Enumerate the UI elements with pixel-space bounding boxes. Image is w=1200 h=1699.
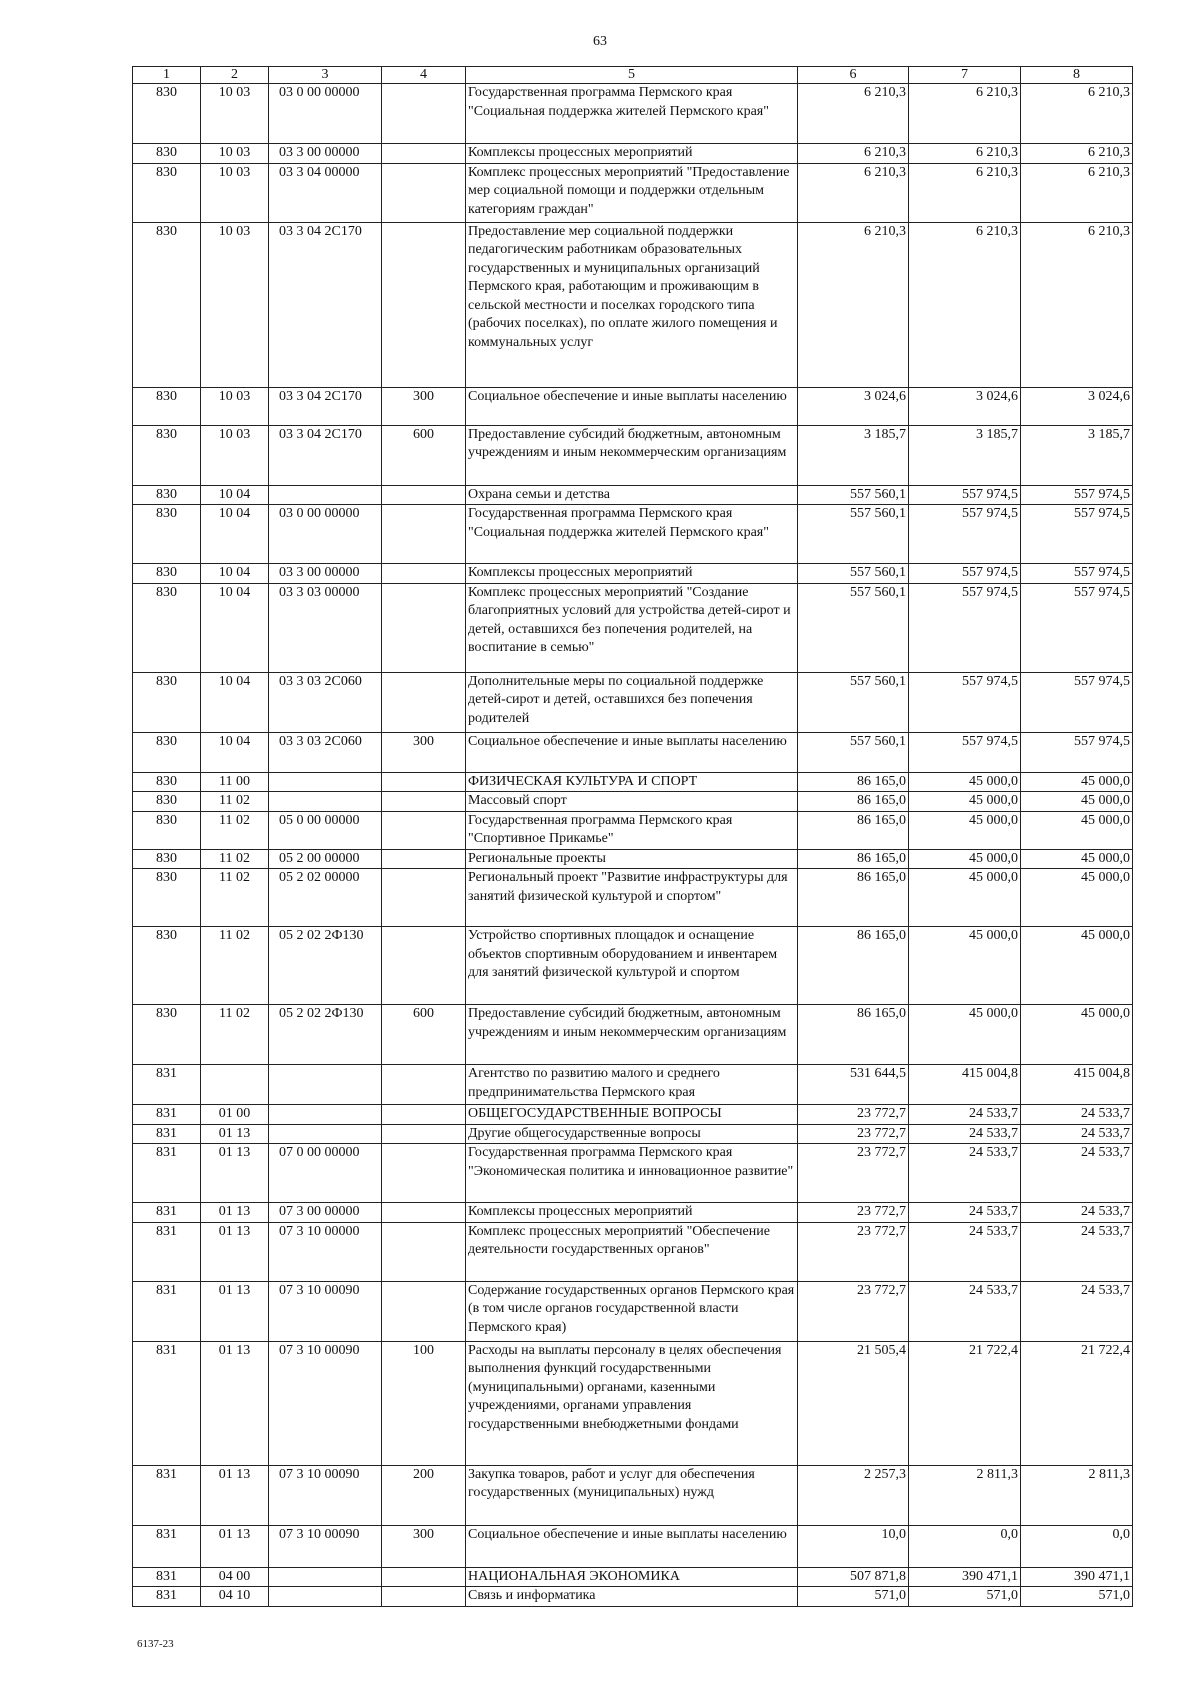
cell-expense-type: [382, 485, 466, 505]
cell-description: Социальное обеспечение и иные выплаты населению: [466, 732, 798, 772]
cell-description: Охрана семьи и детства: [466, 485, 798, 505]
cell-amount-col6: 571,0: [798, 1587, 909, 1607]
table-row: [133, 869, 1133, 927]
cell-amount-col6: 23 772,7: [798, 1105, 909, 1125]
cell-section: 01 13: [201, 1222, 269, 1281]
cell-amount-col6: 3 185,7: [798, 425, 909, 485]
budget-table: [132, 66, 1133, 1607]
cell-code: 831: [133, 1222, 201, 1281]
cell-code: 831: [133, 1567, 201, 1587]
cell-expense-type: [382, 144, 466, 164]
cell-expense-type: [382, 84, 466, 144]
cell-target-article: 07 0 00 00000: [269, 1144, 382, 1203]
column-header-6: 6: [798, 67, 909, 84]
cell-amount-col8: 6 210,3: [1021, 144, 1133, 164]
cell-amount-col7: 3 024,6: [909, 387, 1021, 425]
table-row: [133, 732, 1133, 772]
cell-amount-col7: 390 471,1: [909, 1567, 1021, 1587]
cell-code: 830: [133, 811, 201, 849]
cell-description: Дополнительные меры по социальной поддержке детей-сирот и детей, оставшихся без попечения родителей: [466, 672, 798, 732]
cell-target-article: 03 3 04 2С170: [269, 425, 382, 485]
cell-amount-col8: 557 974,5: [1021, 505, 1133, 564]
cell-amount-col6: 23 772,7: [798, 1203, 909, 1223]
cell-section: 10 04: [201, 732, 269, 772]
cell-code: 830: [133, 772, 201, 792]
cell-amount-col7: 557 974,5: [909, 564, 1021, 584]
cell-expense-type: 300: [382, 387, 466, 425]
cell-amount-col7: 557 974,5: [909, 732, 1021, 772]
cell-amount-col7: 45 000,0: [909, 927, 1021, 1005]
cell-amount-col6: 10,0: [798, 1525, 909, 1567]
cell-description: Комплекс процессных мероприятий "Создание благоприятных условий для устройства детей-сирот и детей, оставшихся без попечения родителей, на воспитание в семью": [466, 583, 798, 672]
cell-description: ФИЗИЧЕСКАЯ КУЛЬТУРА И СПОРТ: [466, 772, 798, 792]
cell-code: 831: [133, 1144, 201, 1203]
cell-expense-type: [382, 849, 466, 869]
cell-section: 10 04: [201, 583, 269, 672]
cell-expense-type: [382, 1065, 466, 1105]
column-header-8: 8: [1021, 67, 1133, 84]
cell-amount-col7: 6 210,3: [909, 222, 1021, 387]
cell-target-article: 05 2 02 2Ф130: [269, 927, 382, 1005]
table-row: [133, 1341, 1133, 1465]
cell-amount-col7: 45 000,0: [909, 849, 1021, 869]
cell-code: 830: [133, 84, 201, 144]
cell-amount-col8: 24 533,7: [1021, 1105, 1133, 1125]
cell-target-article: [269, 1065, 382, 1105]
cell-amount-col6: 23 772,7: [798, 1281, 909, 1341]
cell-description: Комплексы процессных мероприятий: [466, 144, 798, 164]
cell-code: 830: [133, 144, 201, 164]
cell-amount-col8: 557 974,5: [1021, 672, 1133, 732]
cell-section: 10 03: [201, 163, 269, 222]
cell-amount-col8: 24 533,7: [1021, 1144, 1133, 1203]
table-row: [133, 505, 1133, 564]
table-row: [133, 1105, 1133, 1125]
cell-amount-col8: 3 024,6: [1021, 387, 1133, 425]
cell-section: 10 03: [201, 144, 269, 164]
cell-expense-type: [382, 927, 466, 1005]
cell-code: 831: [133, 1105, 201, 1125]
cell-target-article: 03 3 03 2С060: [269, 672, 382, 732]
cell-target-article: [269, 1124, 382, 1144]
cell-code: 830: [133, 849, 201, 869]
table-row: [133, 1281, 1133, 1341]
cell-code: 831: [133, 1341, 201, 1465]
cell-section: 10 04: [201, 485, 269, 505]
cell-section: 10 04: [201, 505, 269, 564]
table-row: [133, 387, 1133, 425]
cell-amount-col7: 571,0: [909, 1587, 1021, 1607]
cell-target-article: 07 3 00 00000: [269, 1203, 382, 1223]
table-row: [133, 1587, 1133, 1607]
cell-amount-col7: 45 000,0: [909, 811, 1021, 849]
cell-description: Связь и информатика: [466, 1587, 798, 1607]
cell-section: 01 13: [201, 1203, 269, 1223]
cell-expense-type: [382, 163, 466, 222]
table-row: [133, 1124, 1133, 1144]
cell-description: Закупка товаров, работ и услуг для обеспечения государственных (муниципальных) нужд: [466, 1465, 798, 1525]
cell-amount-col8: 45 000,0: [1021, 849, 1133, 869]
cell-amount-col8: 45 000,0: [1021, 772, 1133, 792]
cell-code: 830: [133, 163, 201, 222]
cell-target-article: [269, 792, 382, 812]
cell-section: 01 00: [201, 1105, 269, 1125]
cell-amount-col7: 24 533,7: [909, 1124, 1021, 1144]
table-row: [133, 144, 1133, 164]
cell-amount-col6: 6 210,3: [798, 163, 909, 222]
cell-description: Предоставление мер социальной поддержки педагогическим работникам образовательных государственных и муниципальных организаций Пермского края, работающим и проживающим в сельской местности и поселках городского типа (рабочих поселках), по оплате жилого помещения и коммунальных услуг: [466, 222, 798, 387]
cell-target-article: 03 0 00 00000: [269, 505, 382, 564]
table-row: [133, 1567, 1133, 1587]
table-row: [133, 564, 1133, 584]
cell-section: 01 13: [201, 1341, 269, 1465]
cell-code: 830: [133, 505, 201, 564]
cell-amount-col8: 6 210,3: [1021, 84, 1133, 144]
cell-section: 10 03: [201, 425, 269, 485]
cell-section: 01 13: [201, 1281, 269, 1341]
cell-description: Комплекс процессных мероприятий "Предоставление мер социальной помощи и поддержки отдельным категориям граждан": [466, 163, 798, 222]
cell-description: Другие общегосударственные вопросы: [466, 1124, 798, 1144]
cell-section: 01 13: [201, 1144, 269, 1203]
cell-amount-col6: 557 560,1: [798, 505, 909, 564]
cell-amount-col6: 86 165,0: [798, 927, 909, 1005]
cell-target-article: 03 3 00 00000: [269, 564, 382, 584]
table-row: [133, 1005, 1133, 1065]
footer-code: 6137-23: [137, 1638, 174, 1650]
cell-amount-col8: 0,0: [1021, 1525, 1133, 1567]
cell-description: Комплексы процессных мероприятий: [466, 1203, 798, 1223]
cell-amount-col8: 45 000,0: [1021, 927, 1133, 1005]
cell-description: НАЦИОНАЛЬНАЯ ЭКОНОМИКА: [466, 1567, 798, 1587]
cell-code: 830: [133, 927, 201, 1005]
cell-description: Агентство по развитию малого и среднего предпринимательства Пермского края: [466, 1065, 798, 1105]
cell-section: 11 02: [201, 792, 269, 812]
cell-section: 11 02: [201, 1005, 269, 1065]
cell-code: 830: [133, 732, 201, 772]
cell-amount-col6: 23 772,7: [798, 1144, 909, 1203]
cell-expense-type: [382, 222, 466, 387]
cell-amount-col8: 2 811,3: [1021, 1465, 1133, 1525]
cell-description: Региональные проекты: [466, 849, 798, 869]
cell-expense-type: [382, 772, 466, 792]
cell-amount-col7: 557 974,5: [909, 672, 1021, 732]
cell-amount-col6: 557 560,1: [798, 583, 909, 672]
cell-description: Региональный проект "Развитие инфраструктуры для занятий физической культурой и спортом": [466, 869, 798, 927]
cell-amount-col6: 2 257,3: [798, 1465, 909, 1525]
cell-amount-col7: 24 533,7: [909, 1144, 1021, 1203]
cell-code: 831: [133, 1525, 201, 1567]
cell-section: 04 10: [201, 1587, 269, 1607]
cell-section: [201, 1065, 269, 1105]
cell-description: Расходы на выплаты персоналу в целях обеспечения выполнения функций государственными (муниципальными) органами, казенными учреждениями, органами управления государственными внебюджетными фондами: [466, 1341, 798, 1465]
cell-target-article: 07 3 10 00000: [269, 1222, 382, 1281]
cell-section: 10 04: [201, 564, 269, 584]
cell-description: Социальное обеспечение и иные выплаты населению: [466, 387, 798, 425]
table-row: [133, 772, 1133, 792]
cell-code: 831: [133, 1281, 201, 1341]
cell-expense-type: [382, 505, 466, 564]
cell-expense-type: 600: [382, 425, 466, 485]
table-row: [133, 849, 1133, 869]
cell-target-article: [269, 1105, 382, 1125]
cell-amount-col8: 24 533,7: [1021, 1281, 1133, 1341]
cell-amount-col7: 24 533,7: [909, 1105, 1021, 1125]
cell-description: Государственная программа Пермского края "Социальная поддержка жителей Пермского края": [466, 505, 798, 564]
cell-amount-col7: 24 533,7: [909, 1222, 1021, 1281]
cell-expense-type: [382, 1203, 466, 1223]
cell-amount-col7: 3 185,7: [909, 425, 1021, 485]
cell-amount-col6: 6 210,3: [798, 222, 909, 387]
cell-description: Государственная программа Пермского края "Экономическая политика и инновационное развитие": [466, 1144, 798, 1203]
cell-expense-type: [382, 583, 466, 672]
cell-amount-col8: 415 004,8: [1021, 1065, 1133, 1105]
cell-target-article: 03 0 00 00000: [269, 84, 382, 144]
cell-amount-col8: 45 000,0: [1021, 811, 1133, 849]
cell-amount-col6: 557 560,1: [798, 564, 909, 584]
cell-expense-type: 300: [382, 732, 466, 772]
cell-target-article: 03 3 03 00000: [269, 583, 382, 672]
table-row: [133, 811, 1133, 849]
table-row: [133, 84, 1133, 144]
cell-target-article: 03 3 03 2С060: [269, 732, 382, 772]
cell-amount-col6: 557 560,1: [798, 485, 909, 505]
cell-amount-col6: 86 165,0: [798, 849, 909, 869]
cell-code: 830: [133, 485, 201, 505]
cell-amount-col8: 557 974,5: [1021, 485, 1133, 505]
cell-target-article: [269, 485, 382, 505]
cell-target-article: 03 3 04 2С170: [269, 222, 382, 387]
page-number: 63: [593, 34, 607, 49]
cell-section: 11 02: [201, 849, 269, 869]
cell-section: 01 13: [201, 1124, 269, 1144]
table-row: [133, 222, 1133, 387]
cell-target-article: 07 3 10 00090: [269, 1525, 382, 1567]
cell-amount-col8: 557 974,5: [1021, 583, 1133, 672]
cell-target-article: [269, 1567, 382, 1587]
table-row: [133, 1465, 1133, 1525]
cell-amount-col7: 557 974,5: [909, 505, 1021, 564]
cell-section: 10 04: [201, 672, 269, 732]
header-row: [133, 67, 1133, 84]
cell-amount-col6: 3 024,6: [798, 387, 909, 425]
cell-description: Государственная программа Пермского края "Социальная поддержка жителей Пермского края": [466, 84, 798, 144]
cell-expense-type: [382, 1105, 466, 1125]
table-row: [133, 583, 1133, 672]
cell-expense-type: 600: [382, 1005, 466, 1065]
cell-code: 830: [133, 425, 201, 485]
cell-amount-col8: 571,0: [1021, 1587, 1133, 1607]
cell-target-article: 05 2 02 2Ф130: [269, 1005, 382, 1065]
cell-amount-col6: 21 505,4: [798, 1341, 909, 1465]
cell-target-article: 05 0 00 00000: [269, 811, 382, 849]
cell-amount-col8: 24 533,7: [1021, 1203, 1133, 1223]
cell-amount-col6: 531 644,5: [798, 1065, 909, 1105]
cell-description: Устройство спортивных площадок и оснащение объектов спортивным оборудованием и инвентарем для занятий физической культурой и спортом: [466, 927, 798, 1005]
cell-expense-type: [382, 1124, 466, 1144]
table-row: [133, 485, 1133, 505]
cell-code: 830: [133, 792, 201, 812]
cell-target-article: 05 2 00 00000: [269, 849, 382, 869]
cell-expense-type: [382, 1587, 466, 1607]
cell-amount-col7: 557 974,5: [909, 485, 1021, 505]
cell-section: 11 02: [201, 811, 269, 849]
cell-amount-col7: 24 533,7: [909, 1203, 1021, 1223]
cell-expense-type: 100: [382, 1341, 466, 1465]
cell-amount-col8: 557 974,5: [1021, 732, 1133, 772]
table-row: [133, 927, 1133, 1005]
cell-expense-type: [382, 564, 466, 584]
table-row: [133, 1144, 1133, 1203]
cell-target-article: 07 3 10 00090: [269, 1341, 382, 1465]
cell-amount-col7: 6 210,3: [909, 84, 1021, 144]
cell-amount-col7: 45 000,0: [909, 869, 1021, 927]
column-header-4: 4: [382, 67, 466, 84]
cell-description: Предоставление субсидий бюджетным, автономным учреждениям и иным некоммерческим организациям: [466, 1005, 798, 1065]
cell-expense-type: [382, 811, 466, 849]
cell-amount-col6: 6 210,3: [798, 144, 909, 164]
cell-code: 830: [133, 672, 201, 732]
cell-expense-type: [382, 869, 466, 927]
cell-description: Социальное обеспечение и иные выплаты населению: [466, 1525, 798, 1567]
cell-amount-col6: 557 560,1: [798, 672, 909, 732]
cell-amount-col8: 6 210,3: [1021, 222, 1133, 387]
cell-target-article: [269, 772, 382, 792]
cell-amount-col8: 3 185,7: [1021, 425, 1133, 485]
cell-amount-col7: 0,0: [909, 1525, 1021, 1567]
table-row: [133, 1222, 1133, 1281]
cell-expense-type: [382, 1281, 466, 1341]
column-header-3: 3: [269, 67, 382, 84]
table-row: [133, 1525, 1133, 1567]
cell-expense-type: [382, 1144, 466, 1203]
cell-code: 831: [133, 1124, 201, 1144]
cell-amount-col6: 23 772,7: [798, 1124, 909, 1144]
cell-amount-col8: 24 533,7: [1021, 1124, 1133, 1144]
cell-section: 04 00: [201, 1567, 269, 1587]
cell-amount-col6: 86 165,0: [798, 811, 909, 849]
cell-amount-col6: 86 165,0: [798, 792, 909, 812]
cell-amount-col8: 24 533,7: [1021, 1222, 1133, 1281]
cell-amount-col7: 6 210,3: [909, 163, 1021, 222]
cell-target-article: 07 3 10 00090: [269, 1281, 382, 1341]
cell-amount-col7: 415 004,8: [909, 1065, 1021, 1105]
cell-expense-type: [382, 792, 466, 812]
table-row: [133, 1065, 1133, 1105]
cell-code: 830: [133, 564, 201, 584]
cell-expense-type: [382, 672, 466, 732]
cell-amount-col8: 6 210,3: [1021, 163, 1133, 222]
cell-amount-col7: 24 533,7: [909, 1281, 1021, 1341]
cell-amount-col7: 45 000,0: [909, 792, 1021, 812]
cell-description: Содержание государственных органов Пермского края (в том числе органов государственной власти Пермского края): [466, 1281, 798, 1341]
column-header-1: 1: [133, 67, 201, 84]
cell-amount-col6: 86 165,0: [798, 772, 909, 792]
cell-description: Комплекс процессных мероприятий "Обеспечение деятельности государственных органов": [466, 1222, 798, 1281]
cell-amount-col8: 390 471,1: [1021, 1567, 1133, 1587]
cell-target-article: 05 2 02 00000: [269, 869, 382, 927]
cell-target-article: 03 3 04 00000: [269, 163, 382, 222]
cell-amount-col6: 86 165,0: [798, 1005, 909, 1065]
table-body: [133, 84, 1133, 1607]
cell-section: 10 03: [201, 387, 269, 425]
cell-amount-col8: 45 000,0: [1021, 792, 1133, 812]
cell-code: 831: [133, 1065, 201, 1105]
cell-section: 01 13: [201, 1525, 269, 1567]
cell-amount-col8: 557 974,5: [1021, 564, 1133, 584]
cell-code: 831: [133, 1203, 201, 1223]
cell-amount-col6: 23 772,7: [798, 1222, 909, 1281]
table-row: [133, 672, 1133, 732]
cell-expense-type: [382, 1567, 466, 1587]
table-row: [133, 1203, 1133, 1223]
cell-code: 831: [133, 1587, 201, 1607]
cell-code: 830: [133, 1005, 201, 1065]
cell-section: 11 02: [201, 927, 269, 1005]
cell-code: 830: [133, 869, 201, 927]
cell-target-article: 07 3 10 00090: [269, 1465, 382, 1525]
cell-code: 830: [133, 387, 201, 425]
column-header-5: 5: [466, 67, 798, 84]
cell-description: Комплексы процессных мероприятий: [466, 564, 798, 584]
cell-section: 11 02: [201, 869, 269, 927]
cell-section: 10 03: [201, 222, 269, 387]
cell-code: 830: [133, 583, 201, 672]
cell-description: Массовый спорт: [466, 792, 798, 812]
cell-amount-col7: 557 974,5: [909, 583, 1021, 672]
column-header-2: 2: [201, 67, 269, 84]
cell-amount-col6: 507 871,8: [798, 1567, 909, 1587]
cell-description: ОБЩЕГОСУДАРСТВЕННЫЕ ВОПРОСЫ: [466, 1105, 798, 1125]
cell-amount-col8: 45 000,0: [1021, 869, 1133, 927]
cell-amount-col7: 21 722,4: [909, 1341, 1021, 1465]
cell-target-article: 03 3 00 00000: [269, 144, 382, 164]
cell-expense-type: 300: [382, 1525, 466, 1567]
table-row: [133, 425, 1133, 485]
cell-amount-col7: 2 811,3: [909, 1465, 1021, 1525]
cell-amount-col6: 6 210,3: [798, 84, 909, 144]
cell-amount-col7: 45 000,0: [909, 772, 1021, 792]
cell-code: 831: [133, 1465, 201, 1525]
table-row: [133, 792, 1133, 812]
cell-amount-col8: 45 000,0: [1021, 1005, 1133, 1065]
cell-section: 10 03: [201, 84, 269, 144]
column-header-7: 7: [909, 67, 1021, 84]
cell-target-article: [269, 1587, 382, 1607]
cell-expense-type: 200: [382, 1465, 466, 1525]
cell-amount-col6: 86 165,0: [798, 869, 909, 927]
cell-section: 11 00: [201, 772, 269, 792]
cell-description: Государственная программа Пермского края "Спортивное Прикамье": [466, 811, 798, 849]
table-row: [133, 163, 1133, 222]
cell-amount-col8: 21 722,4: [1021, 1341, 1133, 1465]
cell-target-article: 03 3 04 2С170: [269, 387, 382, 425]
cell-amount-col7: 6 210,3: [909, 144, 1021, 164]
cell-expense-type: [382, 1222, 466, 1281]
cell-amount-col7: 45 000,0: [909, 1005, 1021, 1065]
cell-code: 830: [133, 222, 201, 387]
cell-amount-col6: 557 560,1: [798, 732, 909, 772]
cell-description: Предоставление субсидий бюджетным, автономным учреждениям и иным некоммерческим организациям: [466, 425, 798, 485]
cell-section: 01 13: [201, 1465, 269, 1525]
